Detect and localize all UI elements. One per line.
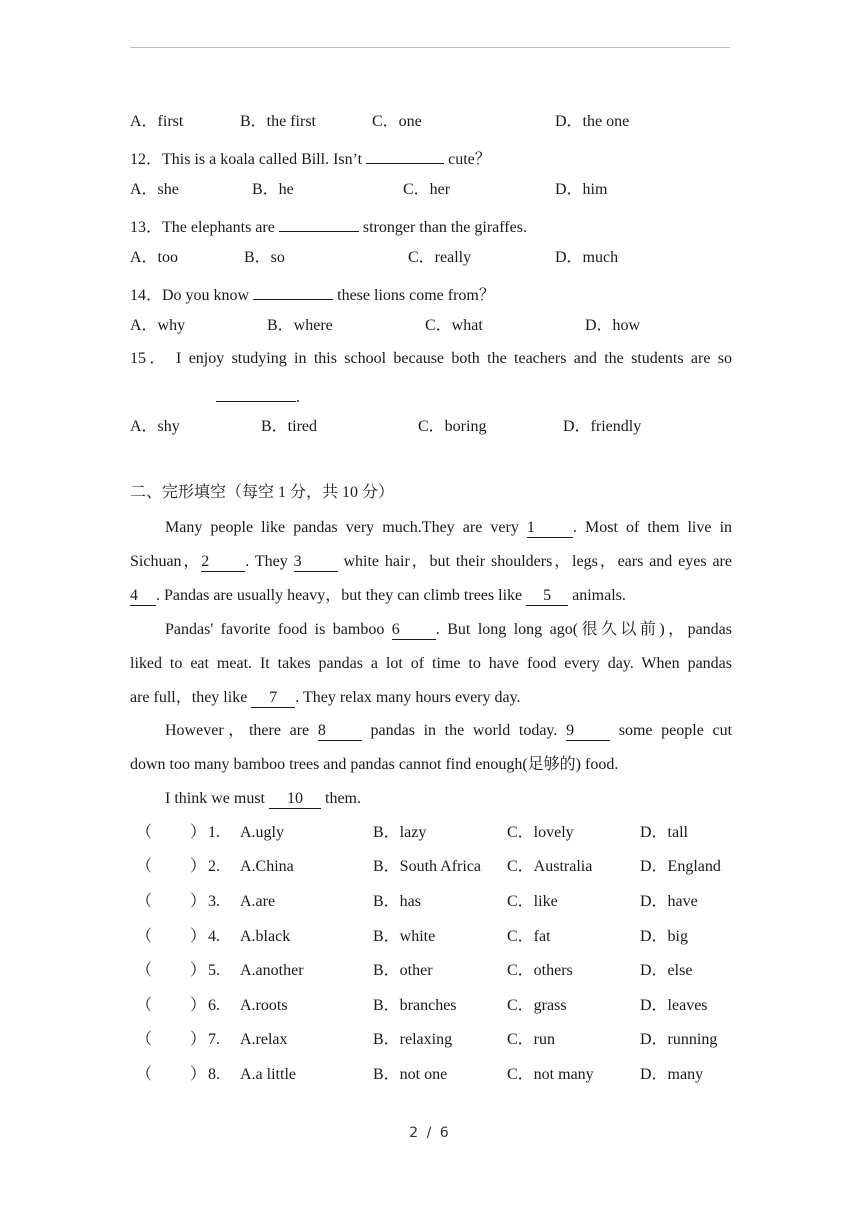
q13-stem (130, 213, 732, 235)
choice-row (136, 891, 732, 913)
choice-option-a: A.ugly (240, 824, 284, 841)
blank-8: 8 (318, 722, 362, 741)
choice-option-a: A.China (240, 858, 294, 875)
q15-option-a: A．shy (130, 418, 180, 435)
choice-option-b: B．branches (373, 997, 457, 1014)
blank-5: 5 (526, 587, 568, 606)
section-title-cloze: 二、完形填空（每空 1 分，共 10 分） (130, 484, 395, 501)
passage-text: I think we must (165, 790, 265, 807)
choice-row (136, 960, 732, 982)
choice-option-b: B．relaxing (373, 1031, 453, 1048)
choice-option-b: B．not one (373, 1066, 448, 1083)
q12-stem-after: cute？ (448, 151, 491, 168)
passage-line-2 (130, 551, 732, 573)
choice-option-d: D．leaves (640, 997, 708, 1014)
q13-option-d: D．much (555, 249, 619, 266)
q14-option-c: C．what (425, 317, 483, 334)
choice-option-d: D．many (640, 1066, 704, 1083)
passage-text: Pandas' favorite food is bamboo (165, 621, 385, 638)
q13-stem-before: 13．The elephants are (130, 219, 275, 236)
passage-text: are full，they like (130, 689, 248, 706)
header-rule (130, 47, 730, 48)
blank-1: 1 (527, 519, 573, 538)
choice-option-a: A.black (240, 928, 291, 945)
choice-row (136, 1064, 732, 1086)
q15-option-b: B．tired (261, 418, 317, 435)
choice-option-c: C．not many (507, 1066, 594, 1083)
q14-answer-blank (253, 281, 333, 300)
passage-text: . They relax many hours every day. (295, 689, 521, 706)
choice-option-a: A.roots (240, 997, 288, 1014)
q15-answer-blank (216, 383, 296, 402)
answer-paren-open: （ (136, 1066, 153, 1083)
choice-option-d: D．big (640, 928, 689, 945)
choice-option-b: B．other (373, 962, 433, 979)
q12-stem-before: 12．This is a koala called Bill. Isn’t (130, 151, 363, 168)
blank-7: 7 (251, 689, 295, 708)
passage-line-1 (130, 517, 732, 539)
answer-paren-open: （ (136, 1031, 153, 1048)
q11-option-a: A．first (130, 113, 184, 130)
answer-paren-close: ） (190, 1031, 207, 1048)
q13-option-c: C．really (408, 249, 472, 266)
choice-number: 3. (208, 893, 220, 910)
passage-text: animals. (572, 587, 626, 604)
answer-paren-open: （ (136, 893, 153, 910)
choice-option-c: C．lovely (507, 824, 574, 841)
q12-option-c: C．her (403, 181, 451, 198)
q13-answer-blank (279, 213, 359, 232)
passage-text: . Pandas are usually heavy，but they can climb trees like (156, 587, 523, 604)
choice-number: 8. (208, 1066, 220, 1083)
choice-option-a: A.a little (240, 1066, 296, 1083)
choice-option-c: C．grass (507, 997, 567, 1014)
q14-option-a: A．why (130, 317, 186, 334)
choice-row (136, 995, 732, 1017)
answer-paren-open: （ (136, 824, 153, 841)
q14-stem-before: 14．Do you know (130, 287, 250, 304)
choice-number: 5. (208, 962, 220, 979)
q13-options (130, 247, 732, 269)
choice-row (136, 926, 732, 948)
answer-paren-open: （ (136, 858, 153, 875)
passage-text: some people cut (618, 722, 733, 739)
choice-option-c: C．run (507, 1031, 556, 1048)
choice-option-c: C．fat (507, 928, 551, 945)
passage-line-8: down too many bamboo trees and pandas cannot find enough(足够的) food. (130, 756, 619, 773)
page-number: 2 / 6 (409, 1125, 451, 1141)
choice-row (136, 822, 732, 844)
blank-3: 3 (294, 553, 338, 572)
choice-option-d: D．running (640, 1031, 718, 1048)
choice-row (136, 856, 732, 878)
q13-option-a: A．too (130, 249, 179, 266)
q13-stem-after: stronger than the giraffes. (362, 219, 527, 236)
answer-paren-close: ） (190, 1066, 207, 1083)
passage-text: However，there are (165, 722, 310, 739)
answer-paren-close: ） (190, 928, 207, 945)
passage-text: Many people like pandas very much.They are very (165, 519, 519, 536)
q12-option-a: A．she (130, 181, 179, 198)
passage-text: Sichuan， (130, 553, 202, 570)
choice-option-b: B．lazy (373, 824, 427, 841)
q14-options (130, 315, 732, 337)
blank-4: 4 (130, 587, 156, 606)
blank-9: 9 (566, 722, 610, 741)
choice-option-b: B．South Africa (373, 858, 481, 875)
q12-option-d: D．him (555, 181, 608, 198)
passage-line-9 (130, 788, 732, 810)
answer-paren-open: （ (136, 962, 153, 979)
choice-option-a: A.relax (240, 1031, 288, 1048)
q11-option-d: D．the one (555, 113, 630, 130)
choice-number: 4. (208, 928, 220, 945)
q15-option-d: D．friendly (563, 418, 642, 435)
choice-option-a: A.another (240, 962, 304, 979)
passage-text: . They (245, 553, 288, 570)
q12-options (130, 179, 732, 201)
answer-paren-open: （ (136, 928, 153, 945)
q14-option-d: D．how (585, 317, 641, 334)
blank-6: 6 (392, 621, 436, 640)
answer-paren-close: ） (190, 893, 207, 910)
choice-option-c: C．Australia (507, 858, 593, 875)
choice-option-b: B．white (373, 928, 436, 945)
answer-paren-close: ） (190, 962, 207, 979)
choice-row (136, 1029, 732, 1051)
q13-option-b: B．so (244, 249, 285, 266)
answer-paren-open: （ (136, 997, 153, 1014)
q15-options (130, 416, 732, 438)
passage-text: them. (325, 790, 361, 807)
choice-option-c: C．others (507, 962, 573, 979)
q12-option-b: B．he (252, 181, 294, 198)
q14-stem (130, 281, 732, 303)
q12-stem (130, 145, 732, 167)
answer-paren-close: ） (190, 997, 207, 1014)
choice-option-d: D．else (640, 962, 693, 979)
passage-line-3 (130, 585, 732, 607)
choice-option-c: C．like (507, 893, 558, 910)
blank-10: 10 (269, 790, 321, 809)
q15-stem-end: . (296, 389, 300, 406)
passage-line-6 (130, 687, 732, 709)
passage-line-4 (130, 619, 732, 641)
passage-line-7 (130, 720, 732, 742)
q15-stem-line2 (216, 383, 416, 405)
answer-paren-close: ） (190, 824, 207, 841)
q14-option-b: B．where (267, 317, 333, 334)
q15-stem: 15． I enjoy studying in this school because both the teachers and the students are so (130, 350, 732, 367)
q11-options (130, 111, 732, 133)
choice-option-d: D．have (640, 893, 698, 910)
passage-text: white hair，but their shoulders，legs，ears and eyes are (343, 553, 732, 570)
q12-answer-blank (366, 145, 444, 164)
passage-text: pandas in the world today. (370, 722, 558, 739)
answer-paren-close: ） (190, 858, 207, 875)
passage-text: . But long long ago(很久以前)，pandas (435, 621, 732, 638)
q11-option-b: B．the first (240, 113, 316, 130)
passage-line-5: liked to eat meat. It takes pandas a lot of time to have food every day. When pandas (130, 655, 732, 672)
choice-option-a: A.are (240, 893, 276, 910)
q14-stem-after: these lions come from？ (337, 287, 495, 304)
choice-option-b: B．has (373, 893, 422, 910)
choice-number: 6. (208, 997, 220, 1014)
choice-option-d: D．tall (640, 824, 688, 841)
q15-option-c: C．boring (418, 418, 487, 435)
choice-option-d: D．England (640, 858, 721, 875)
choice-number: 1. (208, 824, 220, 841)
choice-number: 2. (208, 858, 220, 875)
passage-text: . Most of them live in (572, 519, 733, 536)
blank-2: 2 (201, 553, 245, 572)
q11-option-c: C．one (372, 113, 422, 130)
choice-number: 7. (208, 1031, 220, 1048)
